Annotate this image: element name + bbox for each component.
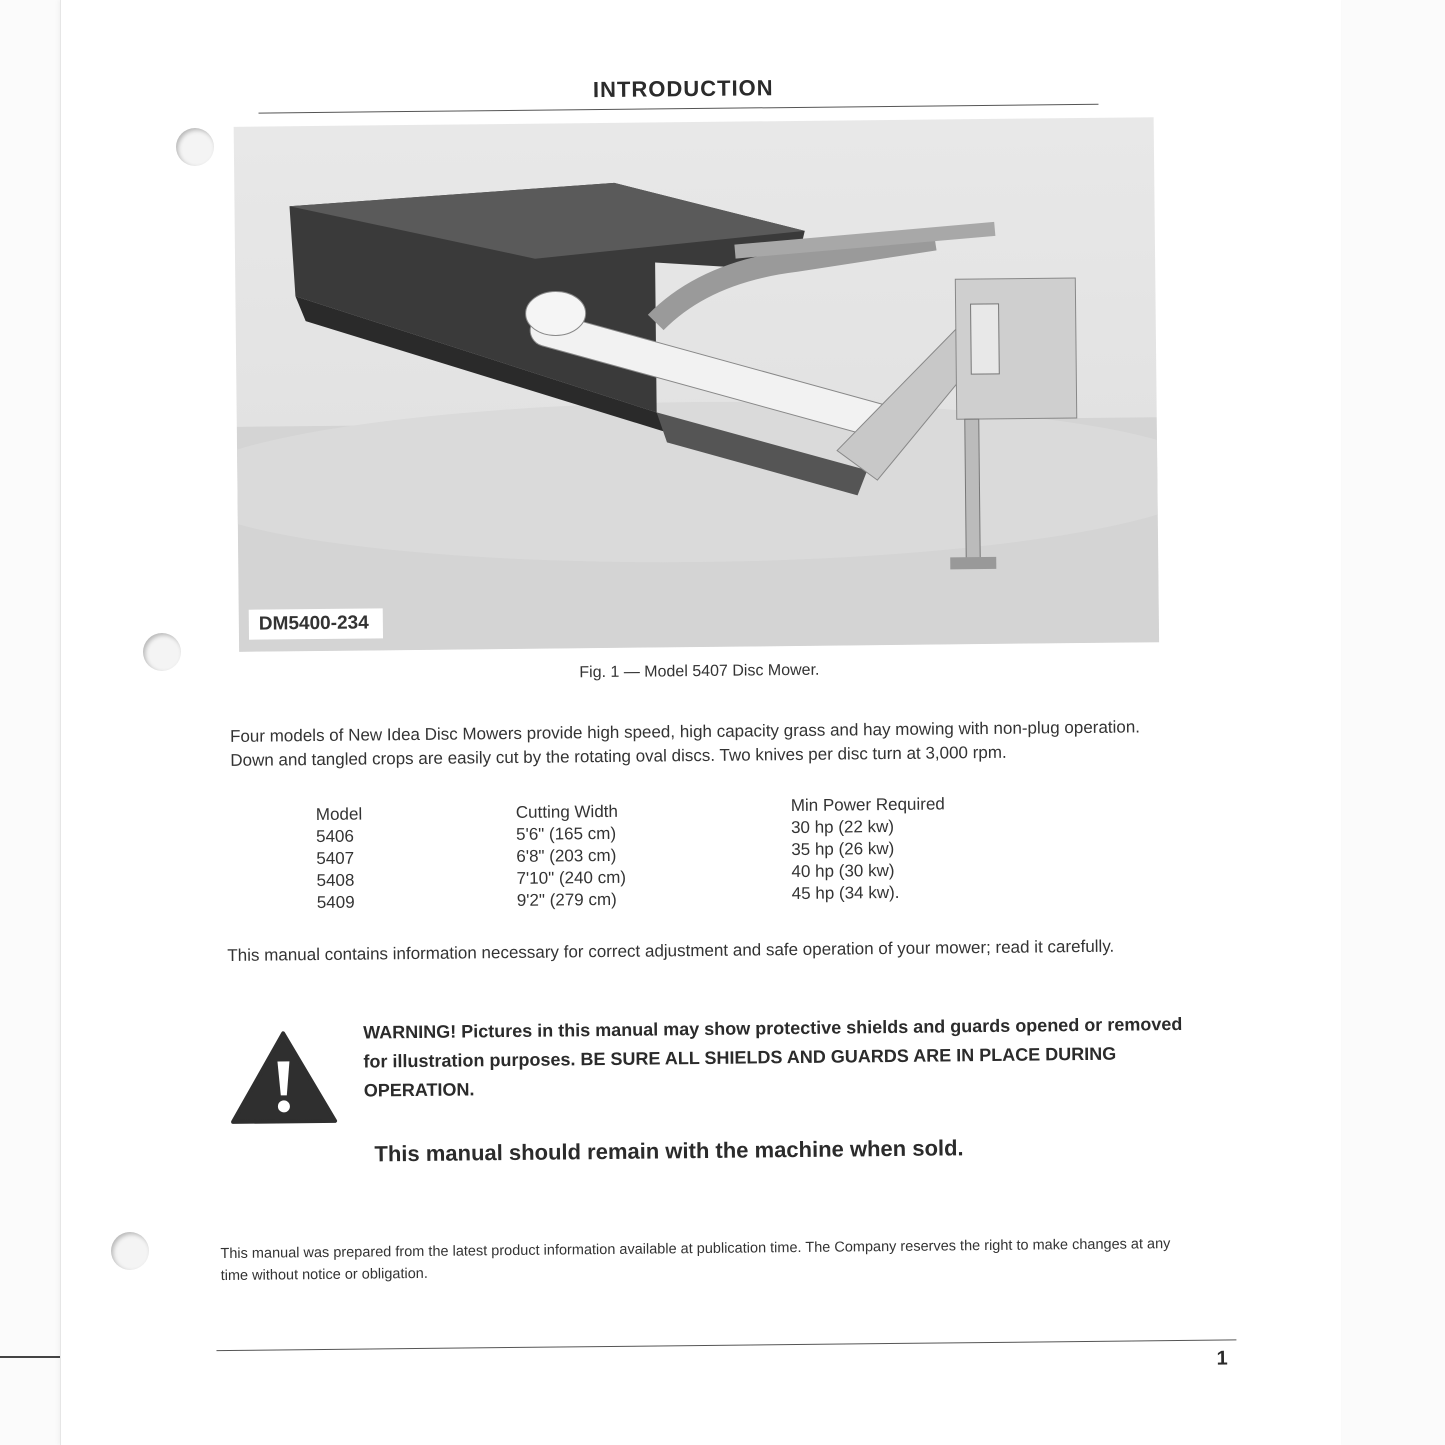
power-cell: 45 hp (34 kw). xyxy=(791,882,900,904)
width-cell: 7'10" (240 cm) xyxy=(516,867,627,888)
warning-triangle-icon xyxy=(228,1029,339,1125)
figure-code: DM5400-234 xyxy=(249,608,383,639)
spec-table xyxy=(231,795,1172,915)
warning-text: WARNING! Pictures in this manual may show protective shields and guards opened or removed for illustration purposes. BE SURE ALL SHIELDS AND GUARDS ARE IN PLACE DURING OPERATION. xyxy=(363,1013,1183,1101)
disclaimer: This manual was prepared from the latest product information available at publication time. The Company reserves the right to make changes at any time without notice or obligation. xyxy=(220,1236,1171,1285)
binder-hole-bottom xyxy=(111,1232,149,1270)
figure-photo xyxy=(234,117,1159,652)
power-cell: 35 hp (26 kw) xyxy=(791,838,895,860)
disc-mower-illustration xyxy=(234,117,1159,652)
width-column xyxy=(516,801,627,912)
power-column xyxy=(791,793,946,905)
model-cell: 5407 xyxy=(316,848,355,869)
model-cell: 5406 xyxy=(315,826,355,847)
remain-with-machine-note: This manual should remain with the machine when sold. xyxy=(374,1135,964,1167)
page-title: INTRODUCTION xyxy=(592,75,774,103)
power-cell: 40 hp (30 kw) xyxy=(791,860,895,882)
binder-hole-middle xyxy=(143,633,181,671)
model-cell: 5409 xyxy=(316,892,355,913)
manual-page xyxy=(193,55,1228,1405)
back-page-rule xyxy=(0,1356,60,1358)
width-cell: 5'6" (165 cm) xyxy=(515,823,617,844)
power-cell: 30 hp (22 kw) xyxy=(790,816,895,838)
intro-paragraph: Four models of New Idea Disc Mowers provide high speed, high capacity grass and hay mowing with non-plug operation. Down and tangled crops are easily cut by the rotating oval discs. Two knives per disc turn at 3,000 rpm. xyxy=(229,717,1141,770)
column-header-width: Cutting Width xyxy=(515,801,618,822)
column-header-model: Model xyxy=(315,804,363,825)
column-header-power: Min Power Required xyxy=(790,794,945,816)
model-cell: 5408 xyxy=(316,870,355,891)
footer-rule xyxy=(216,1339,1236,1351)
manual-note: This manual contains information necessary for correct adjustment and safe operation of your mower; read it carefully. xyxy=(227,936,1115,965)
model-column xyxy=(316,804,363,914)
width-cell: 9'2" (279 cm) xyxy=(516,889,617,910)
figure-caption: Fig. 1 — Model 5407 Disc Mower. xyxy=(579,661,820,682)
page-number: 1 xyxy=(1216,1347,1228,1370)
width-cell: 6'8" (203 cm) xyxy=(516,845,617,866)
